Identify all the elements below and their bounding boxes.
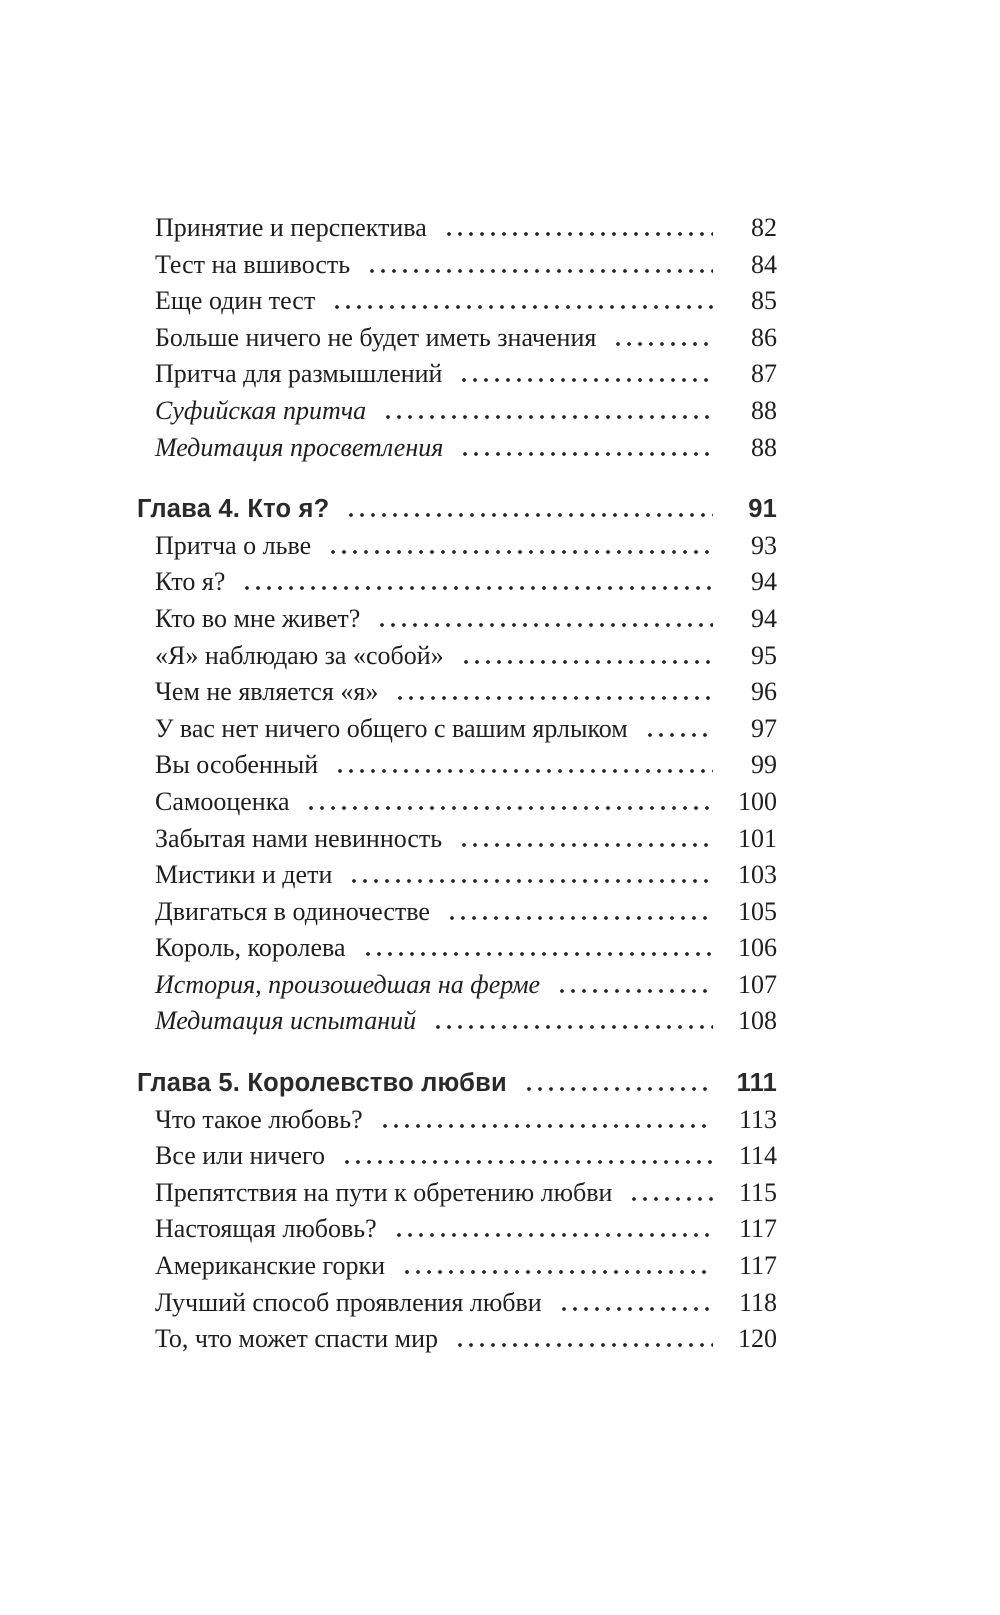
dot-leader <box>523 1087 713 1091</box>
toc-row <box>137 821 777 858</box>
toc-entry-page: 100 <box>738 786 777 816</box>
dot-leader <box>558 1307 713 1311</box>
toc-entry-page: 114 <box>738 1141 777 1171</box>
toc-row <box>137 784 777 821</box>
toc-entry-page: 113 <box>738 1104 777 1134</box>
toc-entry-title: Настоящая любовь? <box>155 1214 377 1244</box>
toc-entry-page: 117 <box>738 1214 777 1244</box>
toc-row <box>137 491 777 528</box>
toc-entry-page: 96 <box>751 677 777 707</box>
dot-leader <box>394 696 713 700</box>
toc-entry-title: Препятствия на пути к обретению любви <box>155 1177 613 1207</box>
toc-row <box>137 247 777 284</box>
toc-entry-page: 84 <box>751 249 777 279</box>
toc-entry-page: 94 <box>751 603 777 633</box>
dot-leader <box>393 1233 713 1237</box>
toc-entry-page: 117 <box>738 1251 777 1281</box>
toc-row <box>137 528 777 565</box>
toc-entry-page: 120 <box>738 1324 777 1354</box>
dot-leader <box>458 378 713 382</box>
dot-leader <box>379 1124 713 1128</box>
toc-entry-title: Кто во мне живет? <box>155 603 361 633</box>
toc-entry-title: То, что может спасти мир <box>155 1324 439 1354</box>
toc-entry-title: Больше ничего не будет иметь значения <box>155 322 597 352</box>
toc-row <box>137 356 777 393</box>
toc-row <box>137 1211 777 1248</box>
toc-row <box>137 1003 777 1040</box>
toc-row <box>137 747 777 784</box>
toc-row <box>137 711 777 748</box>
toc-entry-page: 107 <box>738 969 777 999</box>
toc-entry-title: Глава 5. Королевство любви <box>137 1069 507 1098</box>
toc-entry-title: Чем не является «я» <box>155 677 379 707</box>
toc-entry-title: Медитация испытаний <box>155 1006 417 1036</box>
toc-entry-title: Король, королева <box>155 933 346 963</box>
dot-leader <box>432 1025 713 1029</box>
dot-leader <box>362 952 714 956</box>
toc-entry-title: Принятие и перспектива <box>155 213 427 242</box>
dot-leader <box>382 415 713 419</box>
toc-row <box>137 930 777 967</box>
toc-entry-page: 85 <box>751 286 777 316</box>
toc-entry-page: 93 <box>751 530 777 560</box>
toc-entry-page: 86 <box>751 322 777 352</box>
dot-leader <box>341 1160 713 1164</box>
toc-row <box>137 210 777 247</box>
toc-row <box>137 638 777 675</box>
dot-leader <box>628 1197 713 1201</box>
toc-entry-page: 111 <box>736 1069 777 1098</box>
dot-leader <box>327 550 713 554</box>
toc-entry-page: 106 <box>738 933 777 963</box>
table-of-contents <box>137 210 777 1358</box>
toc-entry-page: 97 <box>751 713 777 743</box>
toc-entry-page: 103 <box>738 860 777 890</box>
toc-row <box>137 1285 777 1322</box>
dot-leader <box>556 989 713 993</box>
toc-entry-page: 95 <box>751 640 777 670</box>
toc-entry-title: Тест на вшивость <box>155 249 351 279</box>
toc-entry-title: Мистики и дети <box>155 860 333 890</box>
toc-entry-title: Самооценка <box>155 786 290 816</box>
toc-entry-title: Глава 4. Кто я? <box>137 495 330 524</box>
dot-leader <box>376 623 713 627</box>
toc-entry-page: 88 <box>751 395 777 425</box>
toc-entry-page: 87 <box>751 359 777 389</box>
toc-entry-page: 108 <box>738 1006 777 1036</box>
toc-row <box>137 1248 777 1285</box>
dot-leader <box>401 1270 713 1274</box>
toc-entry-title: Американские горки <box>155 1251 386 1281</box>
toc-row <box>137 1138 777 1175</box>
dot-leader <box>305 806 713 810</box>
dot-leader <box>331 305 713 309</box>
toc-row <box>137 967 777 1004</box>
toc-row <box>137 1321 777 1358</box>
toc-row <box>137 674 777 711</box>
toc-row <box>137 601 777 638</box>
dot-leader <box>446 916 713 920</box>
toc-entry-title: Забытая нами невинность <box>155 823 443 853</box>
toc-entry-page: 115 <box>738 1177 777 1207</box>
dot-leader <box>644 733 713 737</box>
toc-entry-title: Медитация просветления <box>155 432 444 462</box>
toc-entry-title: Что такое любовь? <box>155 1104 363 1134</box>
toc-entry-page: 101 <box>738 823 777 853</box>
dot-leader <box>334 769 713 773</box>
dot-leader <box>459 452 713 456</box>
dot-leader <box>366 269 713 273</box>
toc-entry-page: 94 <box>751 567 777 597</box>
toc-entry-title: История, произошедшая на ферме <box>155 969 541 999</box>
toc-entry-title: Вы особенный <box>155 750 319 780</box>
dot-leader <box>348 879 713 883</box>
toc-row <box>137 430 777 467</box>
toc-row <box>137 1102 777 1139</box>
toc-row <box>137 1065 777 1102</box>
dot-leader <box>241 586 713 590</box>
dot-leader <box>460 660 713 664</box>
toc-entry-title: «Я» наблюдаю за «собой» <box>155 640 444 670</box>
toc-entry-title: Двигаться в одиночестве <box>155 896 430 926</box>
dot-leader <box>443 232 713 236</box>
toc-row <box>137 320 777 357</box>
toc-entry-page: 118 <box>738 1287 777 1317</box>
toc-entry-page: 91 <box>748 495 777 524</box>
dot-leader <box>612 342 713 346</box>
toc-row <box>137 1175 777 1212</box>
toc-entry-title: У вас нет ничего общего с вашим ярлыком <box>155 713 628 743</box>
dot-leader <box>454 1343 713 1347</box>
dot-leader <box>458 843 713 847</box>
toc-entry-title: Притча о льве <box>155 530 312 560</box>
toc-entry-title: Еще один тест <box>155 286 316 316</box>
toc-row <box>137 894 777 931</box>
toc-entry-page: 82 <box>751 213 777 242</box>
toc-entry-title: Лучший способ проявления любви <box>155 1287 542 1317</box>
toc-row <box>137 564 777 601</box>
dot-leader <box>345 513 713 517</box>
toc-row <box>137 283 777 320</box>
toc-entry-title: Все или ничего <box>155 1141 326 1171</box>
toc-entry-title: Суфийская притча <box>155 395 367 425</box>
toc-entry-page: 105 <box>738 896 777 926</box>
toc-entry-page: 88 <box>751 432 777 462</box>
toc-entry-title: Кто я? <box>155 567 226 597</box>
toc-entry-page: 99 <box>751 750 777 780</box>
toc-row <box>137 857 777 894</box>
toc-entry-title: Притча для размышлений <box>155 359 443 389</box>
toc-row <box>137 393 777 430</box>
